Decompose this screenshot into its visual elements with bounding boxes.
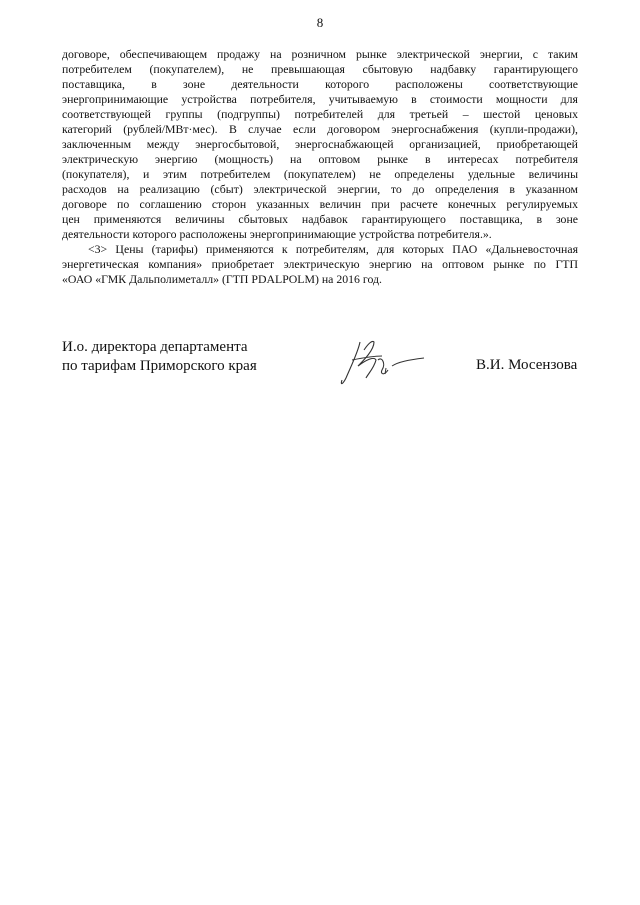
text-line: энергетическая компания» приобретает электрическую энергию на оптовом рынке по ГТП — [62, 257, 578, 271]
text-line: энергопринимающие устройства потребителя, учитываемую в стоимости мощности для — [62, 92, 578, 106]
text-line: заключенным между энергосбытовой, энергоснабжающей организацией, приобретающей — [62, 137, 578, 151]
text-line: «ОАО «ГМК Дальполиметалл» (ГТП PDALPOLM) на 2016 год. — [62, 272, 382, 286]
text-line: договоре по соглашению сторон указанных величин при расчете конечных регулируемых — [62, 197, 578, 211]
paragraph-2-footnote — [62, 242, 578, 287]
text-line: <3> Цены (тарифы) применяются к потребителям, для которых ПАО «Дальневосточная — [88, 242, 578, 256]
text-line: (покупателя), и этим потребителем (покупателем) не определены удельные величины — [62, 167, 578, 181]
text-line: поставщика, в зоне деятельности которого расположены соответствующие — [62, 77, 578, 91]
position-line: И.о. директора департамента — [62, 339, 248, 355]
signer-name: В.И. Мосензова — [476, 357, 578, 373]
text-line: потребителем (покупателем), не превышающая сбытовую надбавку гарантирующего — [62, 62, 578, 76]
body-text — [62, 47, 578, 287]
position-line: по тарифам Приморского края — [62, 358, 257, 374]
paragraph-1 — [62, 47, 578, 242]
text-line: соответствующей группы (подгруппы) потребителей для третьей – шестой ценовых — [62, 107, 578, 121]
text-line: договоре, обеспечивающем продажу на розничном рынке электрической энергии, с таким — [62, 47, 578, 61]
signatory-position — [62, 338, 257, 376]
handwritten-signature — [338, 330, 428, 390]
text-line: цен применяются величины сбытовых надбавок гарантирующего поставщика, в зоне — [62, 212, 578, 226]
text-line: категорий (рублей/МВт·мес). В случае если договором энергоснабжения (купли-продажи), — [62, 122, 578, 136]
page-number: 8 — [316, 15, 324, 30]
text-line: деятельности которого расположены энергопринимающие устройства потребителя.». — [62, 227, 492, 241]
text-line: электрическую энергию (мощность) на оптовом рынке в интересах потребителя — [62, 152, 578, 166]
text-line: расходов на реализацию (сбыт) электрической энергии, то до определения в указанном — [62, 182, 578, 196]
